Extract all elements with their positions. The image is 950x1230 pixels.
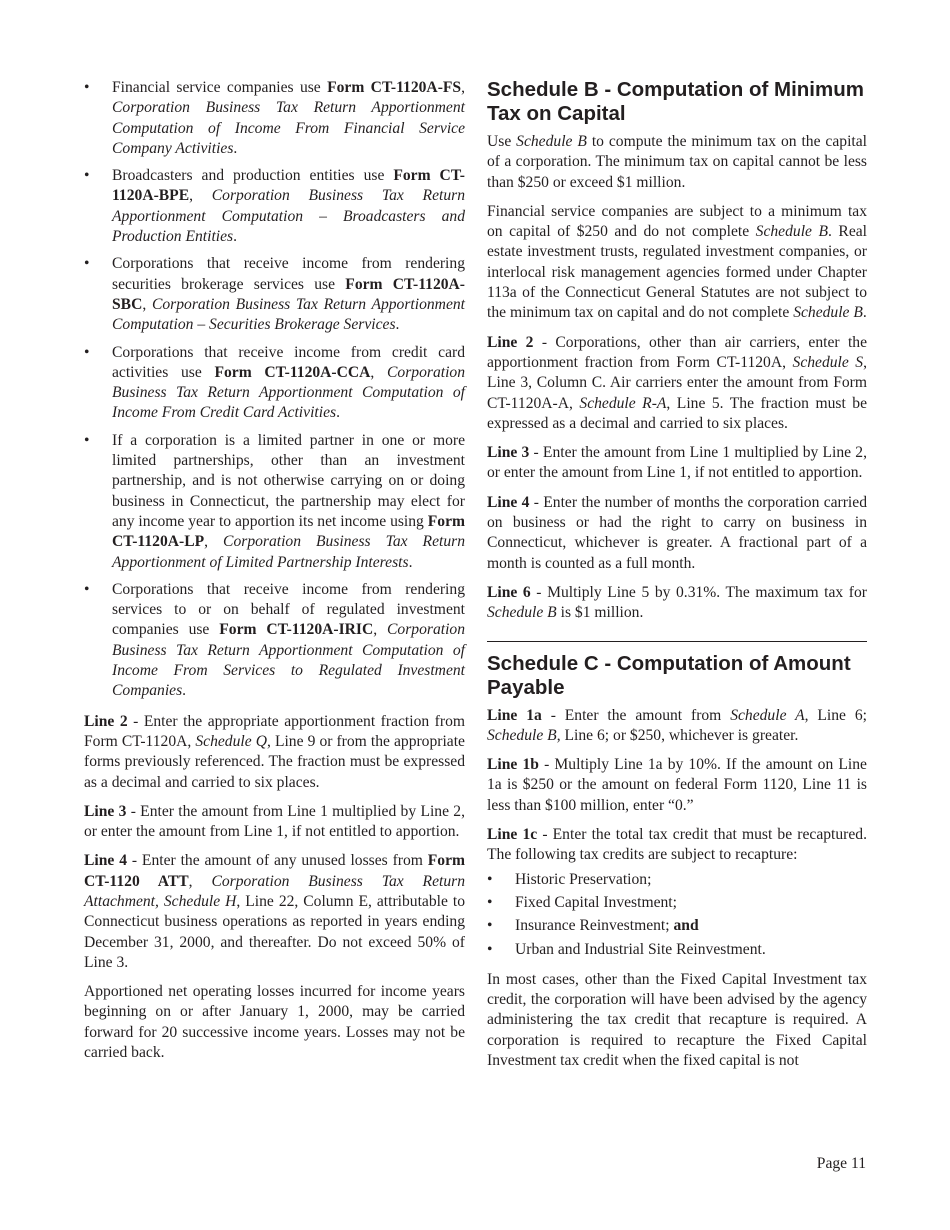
sched-c-line-1a: Line 1a - Enter the amount from Schedule A, Line 6; Schedule B, Line 6; or $250, whichever is greater. (487, 706, 867, 744)
line-label: Line 3 (487, 444, 530, 462)
financial-service-paragraph: Financial service companies are subject to a minimum tax on capital of $250 and do not complete Schedule B. Real estate investment trusts, regulated investment companies, or interlocal risk management agencies formed under Chapter 113a of the Connecticut General Statutes are not subject to the minimum tax on capital and do not complete Schedule B. (487, 202, 867, 322)
form-reference: Form CT-1120A-SBC (112, 275, 465, 313)
schedule-c-heading: Schedule C - Computation of Amount Payable (487, 651, 851, 699)
list-item: • Corporations that receive income from rendering securities brokerage services use Form CT-1120A-SBC, Corporation Business Tax Return Apportionment Computation – Securities Brokerage Services. (84, 255, 465, 334)
list-item: • Corporations that receive income from rendering services to or on behalf of regulated investment companies use Form CT-1120A-IRIC, Corporation Business Tax Return Apportionment Computation of Income From Services to Regulated Investment Companies. (84, 580, 465, 700)
nol-paragraph: Apportioned net operating losses incurred for income years beginning on or after January 1, 2000, may be carried forward for 20 successive income years. Losses may not be carried back. (84, 983, 465, 1062)
sched-b-line-6: Line 6 - Multiply Line 5 by 0.31%. The maximum tax for Schedule B is $1 million. (487, 583, 867, 622)
line-label: Line 3 (84, 802, 127, 820)
sched-c-line-1c: Line 1c - Enter the total tax credit that must be recaptured. The following tax credits are subject to recapture: (487, 826, 867, 864)
line-label: Line 4 (84, 852, 127, 870)
form-reference: Form CT-1120A-FS (327, 79, 462, 96)
form-title: Corporation Business Tax Return Apportionment of Limited Partnership Interests (112, 533, 465, 571)
list-item: • Urban and Industrial Site Reinvestment. (487, 940, 766, 958)
list-item: • If a corporation is a limited partner in one or more limited partnerships, other than an investment partnership, and is not otherwise carrying on or doing business in Connecticut, the partnership may elect for any income year to apportion its net income using Form CT-1120A-LP, Corporation Business Tax Return Apportionment of Limited Partnership Interests. (84, 431, 465, 571)
recapture-closing-paragraph: In most cases, other than the Fixed Capital Investment tax credit, the corporation will have been advised by the agency administering the tax credit that recapture is required. A corporation is required to recapture the Fixed Capital Investment tax credit when the fixed capital is not (487, 970, 867, 1069)
form-title: Corporation Business Tax Return Apportionment Computation of Income From Financial Service Company Activities (112, 99, 465, 157)
line-3-instruction: Line 3 - Enter the amount from Line 1 multiplied by Line 2, or enter the amount from Line 1, if not entitled to apportion. (84, 802, 465, 841)
form-reference: Form CT-1120A-CCA (214, 363, 371, 381)
list-item: • Broadcasters and production entities use Form CT-1120A-BPE, Corporation Business Tax Return Apportionment Computation – Broadcasters and Production Entities. (84, 167, 465, 246)
schedule-b-intro: Use Schedule B to compute the minimum tax on the capital of a corporation. The minimum tax on capital cannot be less than $250 or exceed $1 million. (487, 133, 867, 191)
line-label: Line 6 (487, 583, 531, 601)
line-4-instruction: Line 4 - Enter the amount of any unused losses from Form CT-1120 ATT, Corporation Business Tax Return Attachment, Schedule H, Line 22, Column E, attributable to Connecticut business operations as reported in years ending December 31, 2000, and thereafter. Do not exceed 50% of Line 3. (84, 852, 465, 971)
line-label: Line 1c (487, 826, 538, 844)
section-divider (487, 641, 867, 642)
form-title: Corporation Business Tax Return Apportionment Computation of Income From Credit Card Activities (112, 363, 466, 422)
apportionment-forms-list (84, 78, 465, 702)
left-column (84, 78, 465, 1072)
form-reference: Form CT-1120 ATT (84, 852, 465, 890)
form-reference: Form CT-1120A-IRIC (219, 621, 374, 639)
sched-b-line-2: Line 2 - Corporations, other than air carriers, enter the apportionment fraction from Form CT-1120A, Schedule S, Line 3, Column C. Air carriers enter the amount from Form CT-1120A-A, Schedule R-A, Line 5. The fraction must be expressed as a decimal and carried to six places. (487, 333, 868, 432)
list-item: • Historic Preservation; (487, 870, 652, 888)
line-label: Line 2 (84, 712, 128, 730)
schedule-b-heading: Schedule B - Computation of Minimum Tax on Capital (487, 78, 864, 125)
line-label: Line 1a (487, 706, 542, 724)
page-number: Page 11 (816, 1155, 866, 1172)
list-item: • Insurance Reinvestment; and (487, 917, 699, 935)
line-2-instruction: Line 2 - Enter the appropriate apportionment fraction from Form CT-1120A, Schedule Q, Line 9 or from the appropriate forms previously referenced. The fraction must be expressed as a decimal and carried to six places. (84, 712, 465, 791)
form-title: Corporation Business Tax Return Apportionment Computation – Securities Brokerage Services (112, 295, 465, 334)
line-label: Line 4 (487, 493, 530, 511)
sched-b-line-4: Line 4 - Enter the number of months the corporation carried on business or had the right to carry on business in Connecticut, whichever is greater. A fractional part of a month is counted as a full month. (487, 493, 867, 572)
list-item: • Corporations that receive income from credit card activities use Form CT-1120A-CCA, Corporation Business Tax Return Apportionment Computation of Income From Credit Card Activities. (84, 343, 466, 422)
line-label: Line 2 (487, 333, 534, 351)
form-title: Corporation Business Tax Return Apportionment Computation – Broadcasters and Production Entities (112, 187, 465, 246)
form-title: Corporation Business Tax Return Apportionment Computation of Income From Services to Regulated Investment Companies (112, 621, 465, 700)
sched-b-line-3: Line 3 - Enter the amount from Line 1 multiplied by Line 2, or enter the amount from Line 1, if not entitled to apportion. (487, 444, 867, 482)
right-column (487, 78, 867, 1080)
list-item: • Fixed Capital Investment; (487, 893, 677, 911)
form-reference: Form CT-1120A-LP (112, 512, 465, 551)
list-item: • Financial service companies use Form CT-1120A-FS, Corporation Business Tax Return Apportionment Computation of Income From Financial Service Company Activities. (84, 79, 465, 157)
form-reference: Form CT-1120A-BPE (112, 167, 465, 205)
line-label: Line 1b (487, 756, 539, 774)
recapture-credits-list (487, 870, 867, 960)
sched-c-line-1b: Line 1b - Multiply Line 1a by 10%. If the amount on Line 1a is $250 or the amount on federal Form 1120, Line 11 is less than $100 million, enter “0.” (487, 756, 867, 814)
